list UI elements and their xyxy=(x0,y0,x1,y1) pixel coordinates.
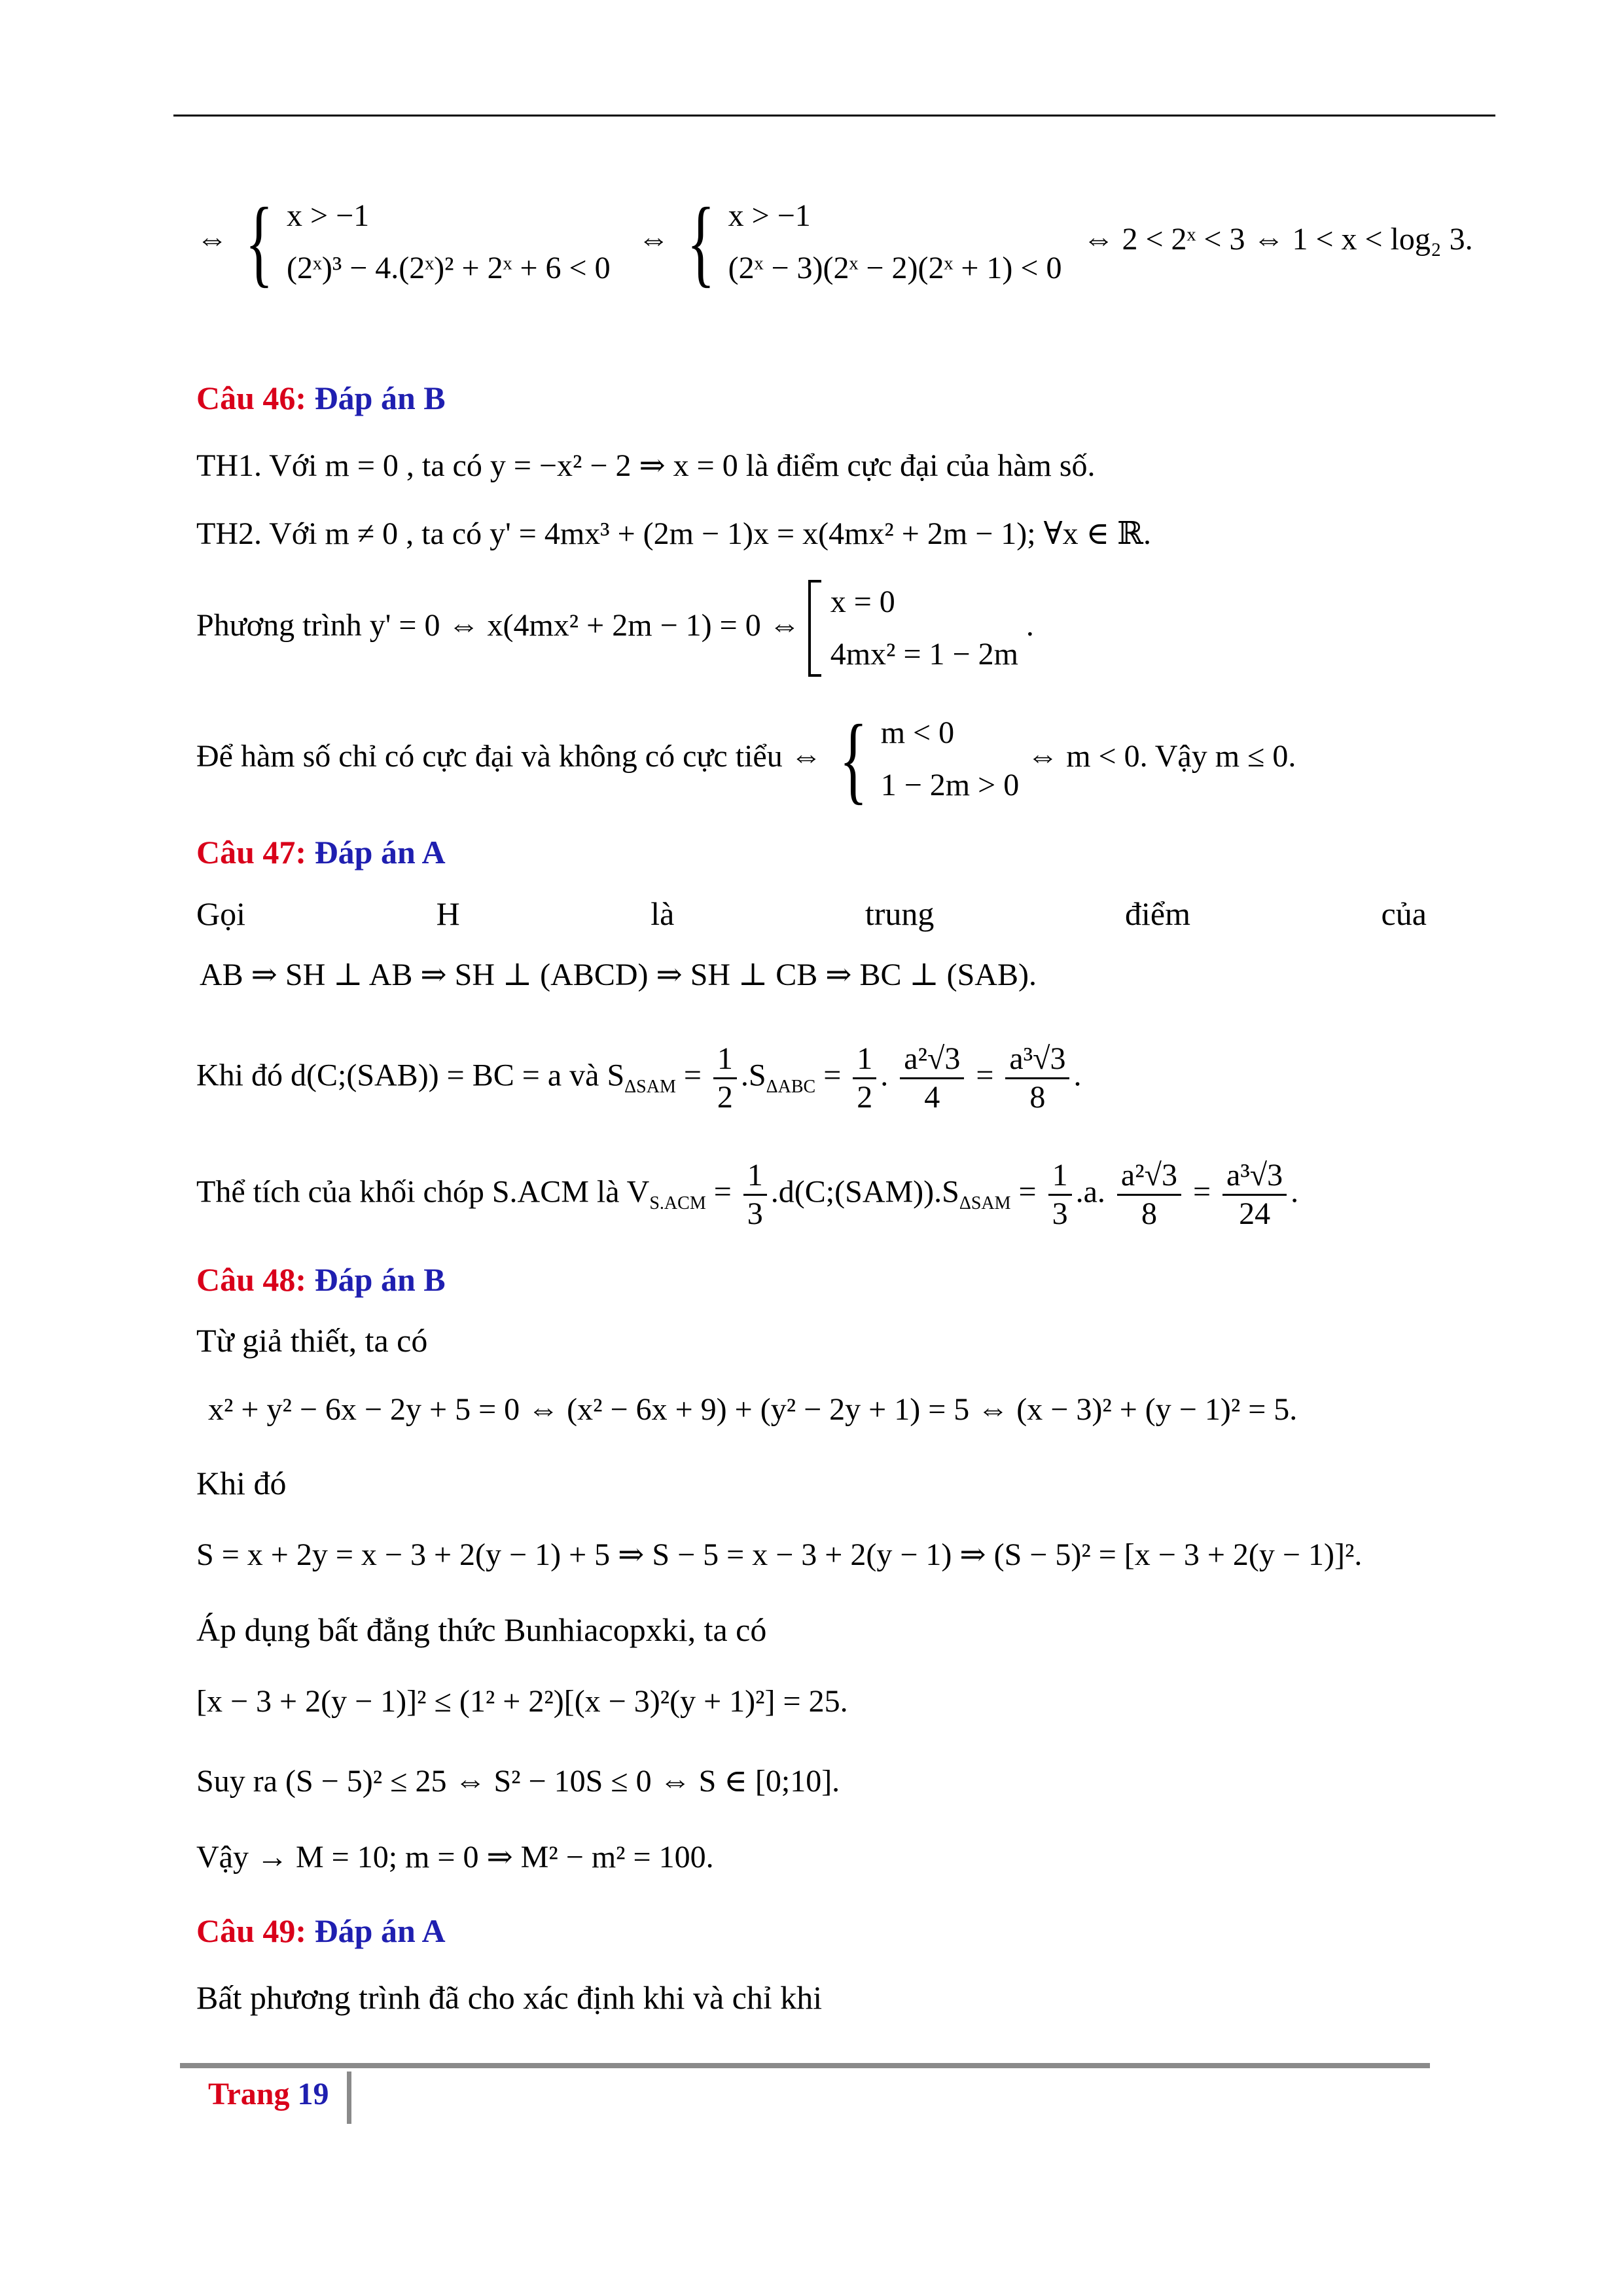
q46-condition-end: ⇔ m < 0. Vậy m ≤ 0. xyxy=(1027,739,1296,774)
q48-conclusion: Vậy → M = 10; m = 0 ⇒ M² − m² = 100. xyxy=(196,1840,714,1874)
q47-volume: Thể tích của khối chóp S.ACM là $V_{S.ACM}$ = $\frac{1}{3}$ $.d(C;(SAM)).S_{\Delta SAM}$ = $\frac{1}{3}$ .a. $\frac{\text{a²√3}}{8}$ = $\frac{\text{a³√3}}{24}$ . xyxy=(196,1158,1299,1231)
q47-fraction: $\frac{1}{2}$ xyxy=(853,1041,876,1116)
q47-heading xyxy=(196,833,446,872)
q46-condition-text: Để hàm số chỉ có cực đại và không có cực tiểu ⇔ xyxy=(196,739,822,774)
q48-label: Câu 48: xyxy=(196,1261,307,1298)
q46-bracket-row-2: 4mx² = 1 − 2m xyxy=(830,637,1018,672)
q48-suy-ra: Suy ra (S − 5)² ≤ 25 ⇔ S² − 10S ≤ 0 ⇔ S ∈ [0;10]. xyxy=(196,1764,840,1799)
system-1-row-1: x > −1 xyxy=(287,198,370,233)
q47-volume-text: Thể tích của khối chóp S.ACM là V xyxy=(196,1174,650,1210)
equation-result: ⇔ 2 < 2ˣ < 3 ⇔ 1 < x < log₂ 3. xyxy=(1082,222,1473,257)
q47-answer: Đáp án A xyxy=(314,834,446,870)
q47-sub-sam-2: ΔSAM xyxy=(959,1193,1011,1214)
q47-word: điểm xyxy=(1125,895,1190,932)
q46-bracket-row-1: x = 0 xyxy=(830,584,895,619)
q48-equation-2: S = x + 2y = x − 3 + 2(y − 1) + 5 ⇒ S − 5 = x − 3 + 2(y − 1) ⇒ (S − 5)² = [x − 3 + 2(y − 1)]². xyxy=(196,1537,1363,1572)
q47-distance-area: Khi đó d(C;(SAB)) = BC = a và $S_{\Delta SAM}$ = $\frac{1}{2}$ $.S_{\Delta ABC}$ = $\frac{1}{2}$ . $\frac{\text{a²√3}}{4}$ = $\frac{\text{a³√3}}{8}$ . xyxy=(196,1041,1082,1115)
equiv-symbol: ⇔ xyxy=(196,222,228,257)
q47-fraction: $\frac{1}{3}$ xyxy=(743,1157,767,1232)
q46-condition-system: { m < 0 1 − 2m > 0 xyxy=(839,705,1020,814)
q48-answer: Đáp án B xyxy=(314,1261,446,1298)
q47-word: là xyxy=(651,895,675,932)
q47-s: .S xyxy=(740,1058,766,1093)
q48-heading xyxy=(196,1260,446,1299)
q46-answer: Đáp án B xyxy=(314,380,446,416)
q46-th2: TH2. Với m ≠ 0 , ta có y' = 4mx³ + (2m − 1)x = x(4mx² + 2m − 1); ∀x ∈ ℝ. xyxy=(196,516,1151,551)
footer-divider xyxy=(347,2072,351,2124)
q47-word: Gọi xyxy=(196,895,245,932)
q47-perpendicular-chain: AB ⇒ SH ⊥ AB ⇒ SH ⊥ (ABCD) ⇒ SH ⊥ CB ⇒ BC ⊥ (SAB). xyxy=(200,958,1037,992)
page-number-value: 19 xyxy=(297,2077,329,2111)
q47-sub-sam: ΔSAM xyxy=(624,1077,676,1098)
q47-word: H xyxy=(436,895,460,932)
q48-intro: Từ giả thiết, ta có xyxy=(196,1322,428,1359)
q46-equation xyxy=(196,576,1034,681)
q47-sub-abc: ΔABC xyxy=(766,1077,816,1098)
q47-word: trung xyxy=(865,895,935,932)
q47-volume-mid: .d(C;(SAM)).S xyxy=(770,1174,959,1210)
q48-equation-1: x² + y² − 6x − 2y + 5 = 0 ⇔ (x² − 6x + 9) + (y² − 2y + 1) = 5 ⇔ (x − 3)² + (y − 1)² = 5. xyxy=(208,1392,1298,1427)
q47-fraction: $\frac{\text{a³√3}}{8}$ xyxy=(1005,1041,1069,1116)
page-label: Trang xyxy=(208,2077,290,2111)
q46-condition-row-1: m < 0 xyxy=(880,715,955,750)
page-number xyxy=(208,2076,329,2112)
header-rule xyxy=(173,115,1495,117)
q46-label: Câu 46: xyxy=(196,380,307,416)
equiv-symbol-2: ⇔ xyxy=(637,222,669,257)
q46-heading xyxy=(196,378,446,418)
system-2-row-1: x > −1 xyxy=(728,198,811,233)
q48-khi-do: Khi đó xyxy=(196,1465,287,1501)
q47-fraction: $\frac{\text{a³√3}}{24}$ xyxy=(1222,1157,1287,1232)
q47-eq: = xyxy=(675,1058,709,1093)
q49-answer: Đáp án A xyxy=(314,1912,446,1949)
footer-rule xyxy=(180,2063,1430,2068)
q46-equation-text: Phương trình y' = 0 ⇔ x(4mx² + 2m − 1) = 0 ⇔ xyxy=(196,608,800,643)
q46-condition-row-2: 1 − 2m > 0 xyxy=(880,768,1020,802)
q46-condition xyxy=(196,707,1296,812)
equation-continuation xyxy=(196,190,1473,295)
q47-fraction: $\frac{1}{3}$ xyxy=(1048,1157,1072,1232)
system-1-row-2: (2ˣ)³ − 4.(2ˣ)² + 2ˣ + 6 < 0 xyxy=(287,251,611,285)
q46-bracket-system xyxy=(808,576,1018,681)
q47-intro xyxy=(196,894,1427,933)
system-1: { x > −1 (2ˣ)³ − 4.(2ˣ)² + 2ˣ + 6 < 0 xyxy=(245,188,611,296)
q46-equation-end: . xyxy=(1026,608,1034,643)
q46-th1: TH1. Với m = 0 , ta có y = −x² − 2 ⇒ x = 0 là điểm cực đại của hàm số. xyxy=(196,448,1096,483)
q47-fraction: $\frac{1}{2}$ xyxy=(713,1041,737,1116)
q49-text: Bất phương trình đã cho xác định khi và chỉ khi xyxy=(196,1979,823,2016)
system-2-row-2: (2ˣ − 3)(2ˣ − 2)(2ˣ + 1) < 0 xyxy=(728,251,1062,285)
q49-heading xyxy=(196,1911,446,1950)
q49-label: Câu 49: xyxy=(196,1912,307,1949)
system-2: { x > −1 (2ˣ − 3)(2ˣ − 2)(2ˣ + 1) < 0 xyxy=(687,188,1062,296)
q47-label: Câu 47: xyxy=(196,834,307,870)
q47-word: của xyxy=(1381,895,1427,932)
q48-bunhiacopxki: Áp dụng bất đẳng thức Bunhiacopxki, ta có xyxy=(196,1611,767,1648)
q48-equation-3: [x − 3 + 2(y − 1)]² ≤ (1² + 2²)[(x − 3)²(y + 1)²] = 25. xyxy=(196,1684,848,1719)
q47-fraction: $\frac{\text{a²√3}}{4}$ xyxy=(900,1041,964,1116)
q47-sub-sacm: S.ACM xyxy=(649,1193,706,1214)
q47-fraction: $\frac{\text{a²√3}}{8}$ xyxy=(1117,1157,1181,1232)
q47-distance-text: Khi đó d(C;(SAB)) = BC = a và S xyxy=(196,1058,625,1093)
